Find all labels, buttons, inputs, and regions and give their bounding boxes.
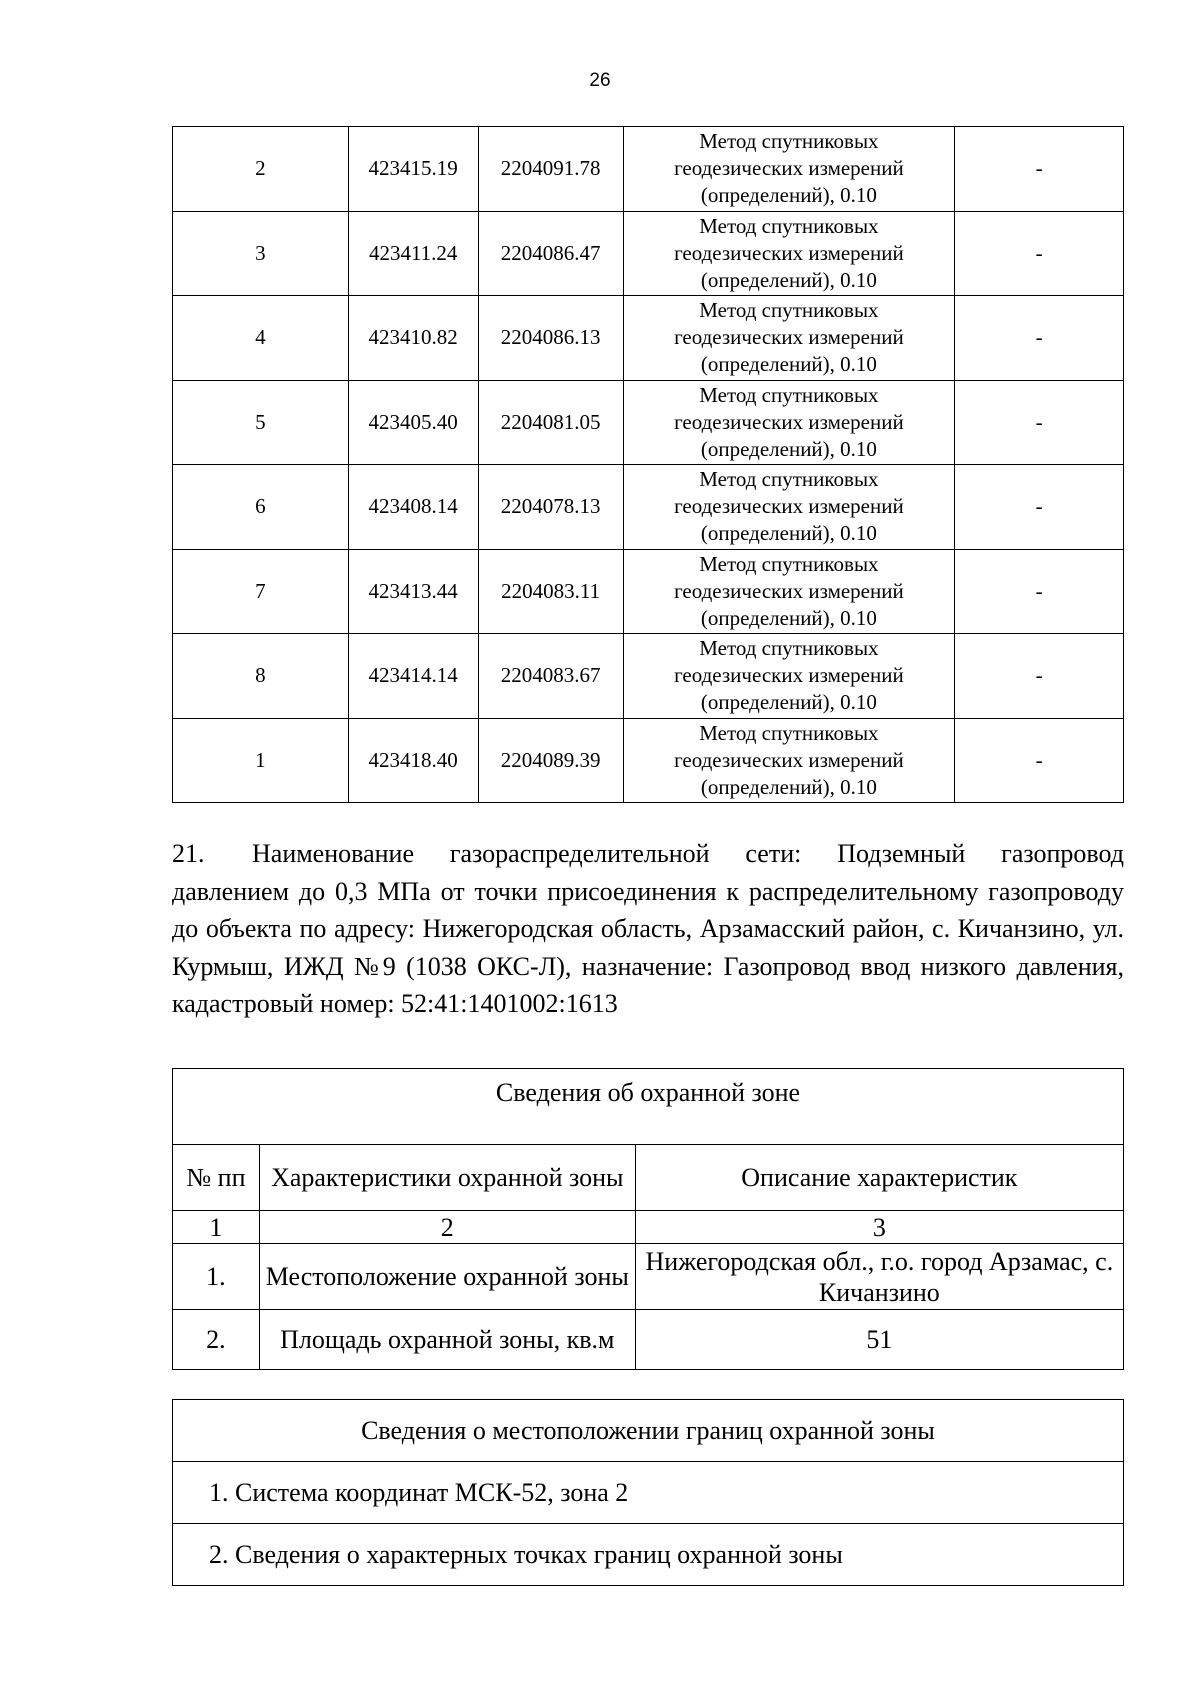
method-line: Метод спутниковых — [699, 720, 879, 745]
method-line: геодезических измерений — [674, 156, 904, 181]
coordinate-row — [173, 634, 1124, 719]
boundaries-table — [172, 1399, 1124, 1586]
method-line: Метод спутниковых — [699, 382, 879, 407]
coord-x: 423418.40 — [348, 718, 478, 803]
method-line: Метод спутниковых — [699, 298, 879, 323]
note-cell: - — [955, 380, 1124, 465]
method-line: Метод спутниковых — [699, 467, 879, 492]
index-cell: 2 — [259, 1211, 635, 1244]
method-line: Метод спутниковых — [699, 551, 879, 576]
row-number: 1. — [173, 1244, 260, 1310]
coordinate-row — [173, 296, 1124, 381]
coord-x: 423405.40 — [348, 380, 478, 465]
coord-y: 2204083.11 — [478, 549, 623, 634]
zone-table-title: Сведения об охранной зоне — [173, 1069, 1124, 1145]
coord-y: 2204086.13 — [478, 296, 623, 381]
point-number: 1 — [173, 718, 349, 803]
method-line: (определений), 0.10 — [700, 183, 877, 208]
point-number: 8 — [173, 634, 349, 719]
note-cell: - — [955, 549, 1124, 634]
method-cell — [623, 465, 955, 550]
coordinate-row — [173, 718, 1124, 803]
point-number: 6 — [173, 465, 349, 550]
row-description: 51 — [635, 1310, 1123, 1370]
coord-y: 2204081.05 — [478, 380, 623, 465]
coord-y: 2204091.78 — [478, 127, 623, 212]
method-line: Метод спутниковых — [699, 129, 879, 154]
coord-y: 2204089.39 — [478, 718, 623, 803]
note-cell: - — [955, 296, 1124, 381]
method-line: (определений), 0.10 — [700, 774, 877, 799]
coordinate-row — [173, 549, 1124, 634]
method-cell — [623, 634, 955, 719]
method-line: Метод спутниковых — [699, 636, 879, 661]
paragraph-number: 21. — [172, 839, 205, 868]
page-number: 26 — [589, 70, 611, 91]
coordinate-system-item: 1. Система координат МСК-52, зона 2 — [173, 1462, 1124, 1524]
row-characteristic: Местоположение охранной зоны — [259, 1244, 635, 1310]
point-number: 5 — [173, 380, 349, 465]
paragraph-21 — [172, 835, 1124, 1023]
method-line: (определений), 0.10 — [700, 521, 877, 546]
index-cell: 1 — [173, 1211, 260, 1244]
paragraph-text: Наименование газораспределительной сети: Подземный газопровод давлением до 0,3 МПа от точки присоединения к распределительному газопроводу до объекта по адресу: Нижегородская область, Арзамасский район, с. Кичанзино, ул. Курмыш, ИЖД №9 (1038 ОКС-Л), назначение: Газопровод ввод низкого давления, кадастровый номер: 52:41:1401002:1613 — [172, 839, 1124, 1018]
method-line: Метод спутниковых — [699, 213, 879, 238]
header-number: № пп — [173, 1145, 260, 1211]
method-cell — [623, 549, 955, 634]
coordinate-row — [173, 465, 1124, 550]
method-line: геодезических измерений — [674, 325, 904, 350]
method-line: геодезических измерений — [674, 240, 904, 265]
note-cell: - — [955, 634, 1124, 719]
method-line: геодезических измерений — [674, 663, 904, 688]
header-characteristics: Характеристики охранной зоны — [259, 1145, 635, 1211]
coord-x: 423413.44 — [348, 549, 478, 634]
coord-y: 2204083.67 — [478, 634, 623, 719]
row-description: Нижегородская обл., г.о. город Арзамас, с. Кичанзино — [635, 1244, 1123, 1310]
index-cell: 3 — [635, 1211, 1123, 1244]
coord-y: 2204078.13 — [478, 465, 623, 550]
method-cell — [623, 296, 955, 381]
coord-y: 2204086.47 — [478, 211, 623, 296]
protection-zone-table — [172, 1068, 1124, 1370]
method-line: геодезических измерений — [674, 494, 904, 519]
coord-x: 423414.14 — [348, 634, 478, 719]
coordinate-row — [173, 211, 1124, 296]
method-line: (определений), 0.10 — [700, 690, 877, 715]
point-number: 2 — [173, 127, 349, 212]
coord-x: 423415.19 — [348, 127, 478, 212]
note-cell: - — [955, 211, 1124, 296]
header-description: Описание характеристик — [635, 1145, 1123, 1211]
method-line: (определений), 0.10 — [700, 267, 877, 292]
method-line: геодезических измерений — [674, 578, 904, 603]
coordinates-table — [172, 126, 1124, 803]
method-line: (определений), 0.10 — [700, 352, 877, 377]
coordinate-row — [173, 127, 1124, 212]
method-cell — [623, 718, 955, 803]
coord-x: 423408.14 — [348, 465, 478, 550]
method-line: геодезических измерений — [674, 747, 904, 772]
point-number: 3 — [173, 211, 349, 296]
method-cell — [623, 211, 955, 296]
point-number: 7 — [173, 549, 349, 634]
row-number: 2. — [173, 1310, 260, 1370]
characteristic-points-item: 2. Сведения о характерных точках границ охранной зоны — [173, 1524, 1124, 1586]
note-cell: - — [955, 465, 1124, 550]
note-cell: - — [955, 718, 1124, 803]
coord-x: 423411.24 — [348, 211, 478, 296]
coordinate-row — [173, 380, 1124, 465]
method-line: (определений), 0.10 — [700, 436, 877, 461]
method-cell — [623, 380, 955, 465]
method-line: геодезических измерений — [674, 409, 904, 434]
point-number: 4 — [173, 296, 349, 381]
bounds-table-title: Сведения о местоположении границ охранной зоны — [173, 1400, 1124, 1462]
row-characteristic: Площадь охранной зоны, кв.м — [259, 1310, 635, 1370]
method-line: (определений), 0.10 — [700, 605, 877, 630]
coord-x: 423410.82 — [348, 296, 478, 381]
note-cell: - — [955, 127, 1124, 212]
method-cell — [623, 127, 955, 212]
